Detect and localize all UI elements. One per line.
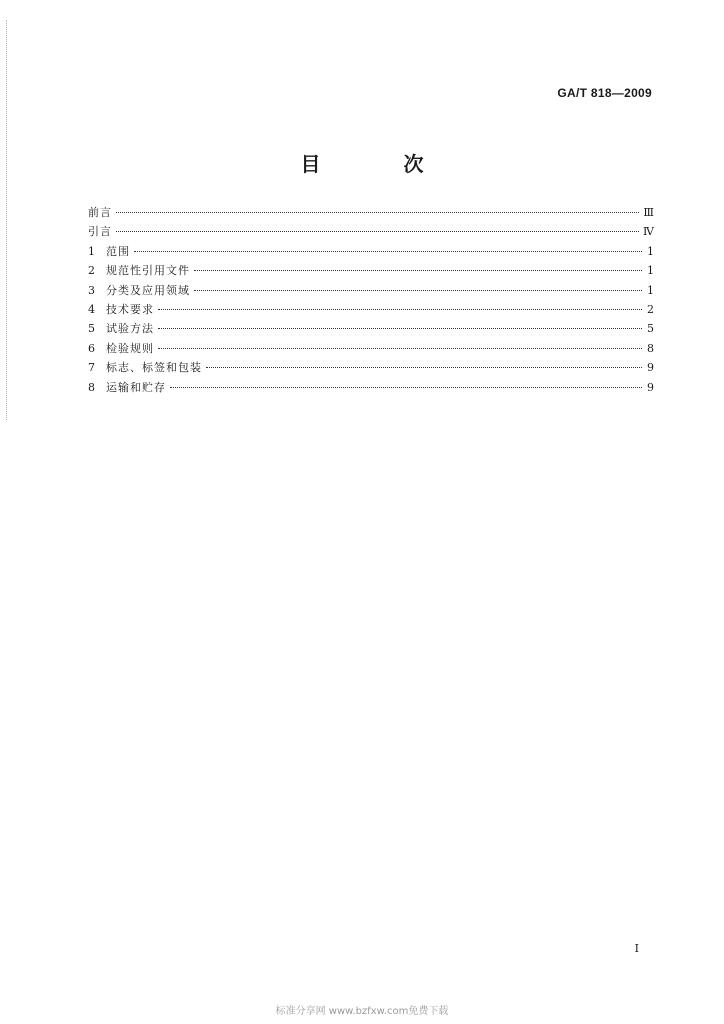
toc-entry-page: 5 [647,322,654,336]
page-number: Ⅰ [634,942,639,955]
toc-dot-leader [116,212,639,213]
standard-code: GA/T 818—2009 [557,86,652,100]
toc-entry-page: Ⅳ [643,225,654,239]
toc-entry-title: 分类及应用领域 [106,283,190,297]
toc-entry-title: 引言 [88,225,112,239]
toc-entry-page: 1 [647,283,654,297]
toc-entry-title: 技术要求 [106,302,154,316]
toc-entry-title: 检验规则 [106,341,154,355]
toc-entry[interactable] [88,223,654,242]
toc-entry-number: 7 [88,361,95,375]
toc-entry-title: 标志、标签和包装 [106,361,202,375]
toc-entry-page: 9 [647,361,654,375]
toc-entry-number: 3 [88,283,95,297]
page-title: 目 次 [300,152,462,176]
toc-entry-page: 8 [647,341,654,355]
toc-entry[interactable] [88,243,654,262]
toc-entry-number: 2 [88,264,95,278]
toc-dot-leader [158,309,642,310]
toc-entry[interactable] [88,282,654,301]
toc-entry-title: 运输和贮存 [106,380,166,394]
toc-entry-title: 前言 [88,206,112,219]
toc-entry[interactable] [88,204,654,223]
toc-dot-leader [158,348,642,349]
toc-entry[interactable] [88,359,654,378]
toc-entry[interactable] [88,340,654,359]
toc-entry-page: 1 [647,244,654,258]
toc-entry-number: 8 [88,380,95,394]
toc-entry[interactable] [88,262,654,281]
toc-entry-title: 规范性引用文件 [106,264,190,278]
toc-dot-leader [206,367,642,368]
toc-entry-page: Ⅲ [643,206,654,219]
toc-entry-page: 2 [647,302,654,316]
toc-dot-leader [170,387,642,388]
toc-dot-leader [158,328,642,329]
binding-margin-dots [6,20,9,420]
toc-dot-leader [194,290,642,291]
toc-entry[interactable] [88,301,654,320]
toc-entry-page: 1 [647,264,654,278]
toc-entry-number: 6 [88,341,95,355]
watermark-text: 标准分享网 www.bzfxw.com免费下载 [275,1006,449,1017]
toc-entry-number: 5 [88,322,95,336]
toc-entry-page: 9 [647,380,654,394]
toc-entry[interactable] [88,379,654,398]
toc-entry-title: 范围 [106,244,130,258]
table-of-contents [88,204,654,398]
toc-dot-leader [194,270,642,271]
toc-dot-leader [134,251,642,252]
toc-dot-leader [116,231,639,232]
toc-entry-number: 1 [88,244,95,258]
toc-entry[interactable] [88,320,654,339]
toc-entry-title: 试验方法 [106,322,154,336]
toc-entry-number: 4 [88,302,95,316]
